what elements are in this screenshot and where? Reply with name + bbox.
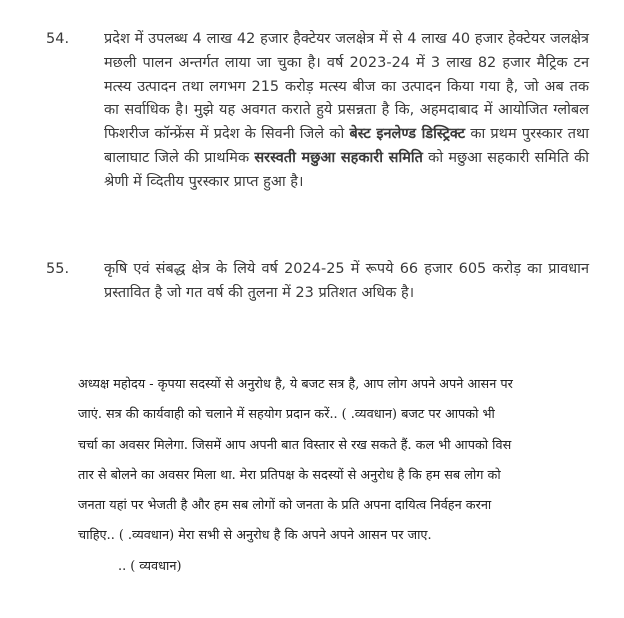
text-segment: का प्रथम पुरस्कार तथा बालाघाट जिले की प्राथमिक [104, 126, 589, 166]
text-segment: प्रदेश में उपलब्ध 4 लाख 42 हजार हैक्टेयर जलक्षेत्र में से 4 लाख 40 हजार हेक्टेयर जलक्षेत्र मछली पालन अन्तर्गत लाया जा चुका है। वर्ष 2023-24 में 3 लाख 82 हजार मैट्रिक टन मत्स्य उत्पादन तथा लगभग 215 करोड़ मत्स्य बीज का उत्पादन किया गया है, जो अब तक का सर्वाधिक है। मुझे यह अवगत कराते हुये प्रसन्नता है कि, अहमदाबाद में आयोजित ग्लोबल फिशरीज कॉन्फ्रेंस में प्रदेश के सिवनी जिले को [104, 31, 589, 143]
paragraph-text [104, 258, 589, 306]
text-line: जनता यहां पर भेजती है और हम सब लोगों को जनता के प्रति अपना दायित्व निर्वहन करना [78, 498, 492, 514]
text-segment: को मछुआ सहकारी समिति की श्रेणी में व्दितीय पुरस्कार प्राप्त हुआ है। [104, 149, 589, 190]
interruption-note: .. ( व्यवधान) [118, 558, 182, 574]
text-line: चाहिए.. ( .व्यवधान) मेरा सभी से अनुरोध है कि अपने अपने आसन पर जाए. [78, 528, 432, 544]
award-best-inland-district: बेस्ट इनलेण्ड डिस्ट्रिक्ट [349, 126, 466, 143]
paragraph-number: 55. [46, 261, 70, 277]
text-segment: कृषि एवं संबद्ध क्षेत्र के लिये वर्ष 2024-25 में रूपये 66 हजार 605 करोड़ का प्रावधान प्रस्तावित है जो गत वर्ष की तुलना में 23 प्रतिशत अधिक है। [104, 261, 589, 301]
text-line: जाएं. सत्र की कार्यवाही को चलाने में सहयोग प्रदान करें.. ( .व्यवधान) बजट पर आपको भी [78, 407, 495, 423]
proceedings-text [78, 370, 614, 582]
award-saraswati-society: सरस्वती मछुआ सहकारी समिति [254, 149, 423, 166]
paragraph-number: 54. [46, 31, 70, 47]
text-line: तार से बोलने का अवसर मिला था. मेरा प्रतिपक्ष के सदस्यों से अनुरोध है कि हम सब लोग को [78, 467, 501, 483]
assembly-proceedings-excerpt [40, 350, 624, 618]
text-line: चर्चा का अवसर मिलेगा. जिसमें आप अपनी बात विस्तार से रख सकते हैं. कल भी आपको विस [78, 437, 512, 453]
text-line: अध्यक्ष महोदय - कृपया सदस्यों से अनुरोध है, ये बजट सत्र है, आप लोग अपने अपने आसन पर [78, 377, 513, 392]
paragraph-text [104, 28, 589, 195]
